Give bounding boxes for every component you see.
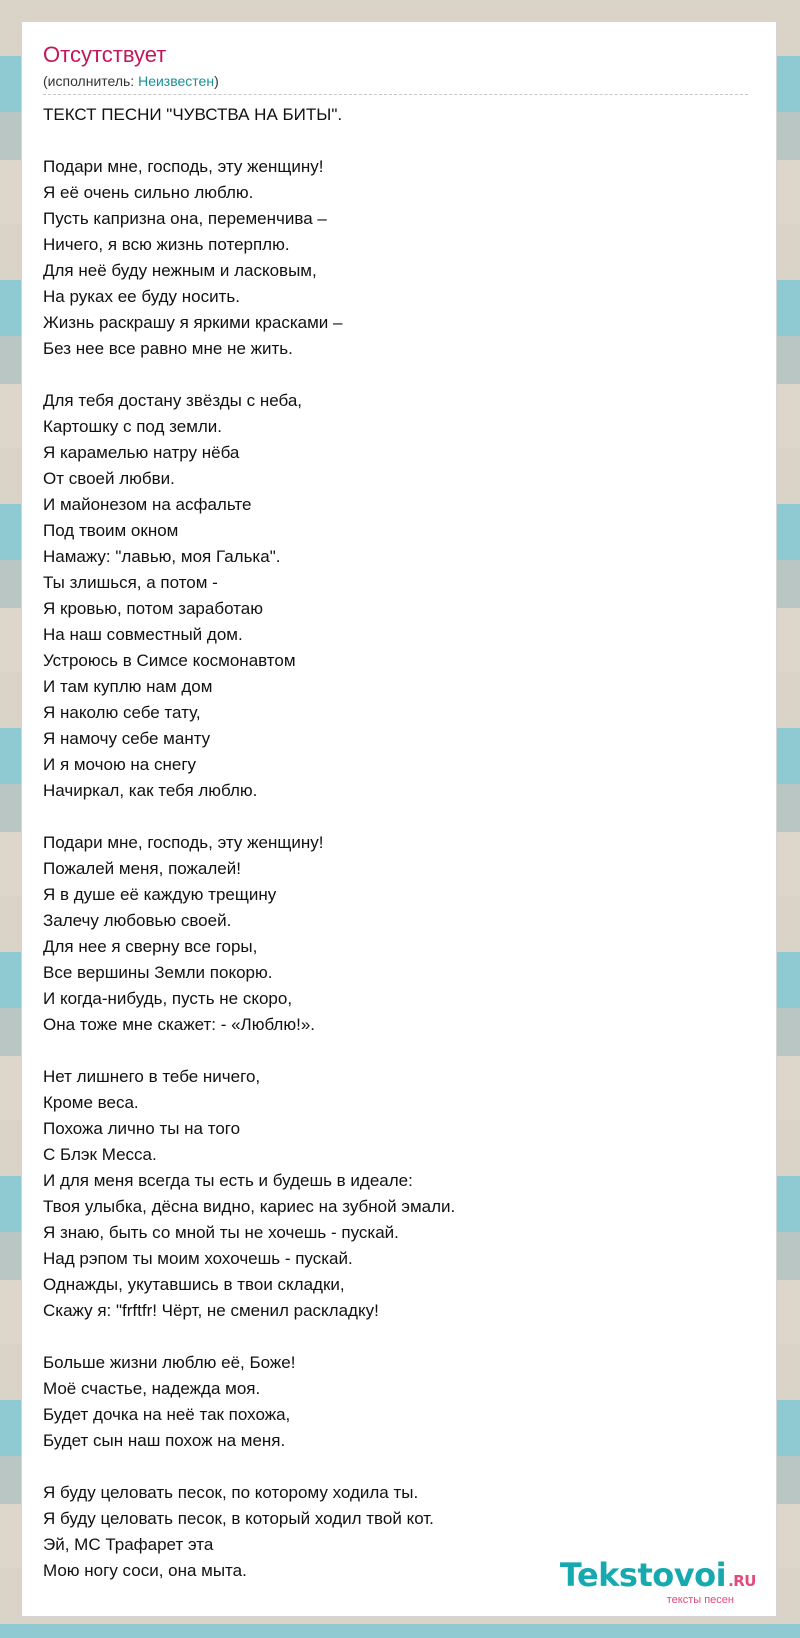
song-title: Отсутствует (43, 42, 167, 67)
performer-link[interactable]: Неизвестен (138, 73, 215, 89)
lyrics-text (43, 102, 756, 1584)
lyric-line: Залечу любовью своей. (43, 911, 232, 930)
lyric-line: Я намочу себе манту (43, 729, 211, 748)
performer-prefix: (исполнитель: (43, 73, 139, 89)
lyric-line: Я в душе её каждую трещину (43, 885, 277, 904)
lyric-line: Устроюсь в Симсе космонавтом (43, 651, 296, 670)
lyric-line: Подари мне, господь, эту женщину! (43, 157, 324, 176)
lyric-line: Я кровью, потом заработаю (43, 599, 263, 618)
lyric-line: Похожа лично ты на того (43, 1119, 241, 1138)
lyric-line: И майонезом на асфальте (43, 495, 252, 514)
lyric-line: И там куплю нам дом (43, 677, 213, 696)
lyric-line: Больше жизни люблю её, Боже! (43, 1353, 296, 1372)
lyric-line: Моё счастье, надежда моя. (43, 1379, 261, 1398)
lyric-line: Мою ногу соси, она мыта. (43, 1561, 247, 1580)
lyric-line: Ничего, я всю жизнь потерплю. (43, 235, 290, 254)
lyric-line (43, 1454, 756, 1480)
lyric-line: Намажу: "лавью, моя Галька". (43, 547, 281, 566)
lyric-line (43, 128, 756, 154)
lyric-line: И для меня всегда ты есть и будешь в идеале: (43, 1171, 413, 1190)
lyric-line: Для нее я сверну все горы, (43, 937, 258, 956)
lyric-line (43, 804, 756, 830)
lyric-line: Эй, MC Трафарет эта (43, 1535, 214, 1554)
lyric-line: Картошку с под земли. (43, 417, 223, 436)
lyric-line: ТЕКСТ ПЕСНИ "ЧУВСТВА НА БИТЫ". (43, 105, 343, 124)
lyric-line: Она тоже мне скажет: - «Люблю!». (43, 1015, 315, 1034)
logo-tagline: тексты песен (666, 1594, 734, 1606)
lyric-line: Ты злишься, а потом - (43, 573, 218, 592)
lyric-line: Для неё буду нежным и ласковым, (43, 261, 317, 280)
lyric-line: От своей любви. (43, 469, 175, 488)
lyric-line (43, 1324, 756, 1350)
title-divider (43, 94, 748, 95)
lyric-line: Я её очень сильно люблю. (43, 183, 254, 202)
lyric-line: Нет лишнего в тебе ничего, (43, 1067, 261, 1086)
site-logo[interactable] (560, 1558, 756, 1606)
lyric-line: Пусть капризна она, переменчива – (43, 209, 327, 228)
lyrics-page (21, 21, 777, 1617)
lyric-line: Будет сын наш похож на меня. (43, 1431, 286, 1450)
lyric-line: Пожалей меня, пожалей! (43, 859, 241, 878)
lyric-line: Без нее все равно мне не жить. (43, 339, 293, 358)
lyric-line: На наш совместный дом. (43, 625, 243, 644)
lyric-line: И когда-нибудь, пусть не скоро, (43, 989, 293, 1008)
lyric-line: Я буду целовать песок, в который ходил твой кот. (43, 1509, 434, 1528)
logo-tld: .RU (728, 1572, 756, 1590)
lyric-line: Начиркал, как тебя люблю. (43, 781, 258, 800)
lyric-line: Подари мне, господь, эту женщину! (43, 833, 324, 852)
performer-suffix: ) (214, 73, 219, 89)
lyric-line: Кроме веса. (43, 1093, 139, 1112)
lyric-line: Я карамелью натру нёба (43, 443, 240, 462)
performer-line (43, 73, 219, 89)
logo-name: Tekstovoi (559, 1556, 727, 1594)
lyric-line: Я наколю себе тату, (43, 703, 201, 722)
lyric-line: На руках ее буду носить. (43, 287, 240, 306)
lyric-line (43, 362, 756, 388)
lyric-line: Будет дочка на неё так похожа, (43, 1405, 291, 1424)
lyric-line: Скажу я: "frftfr! Чёрт, не сменил раскладку! (43, 1301, 379, 1320)
lyric-line: Твоя улыбка, дёсна видно, кариес на зубной эмали. (43, 1197, 456, 1216)
lyric-line: Я знаю, быть со мной ты не хочешь - пускай. (43, 1223, 399, 1242)
lyric-line: Под твоим окном (43, 521, 179, 540)
lyric-line: Я буду целовать песок, по которому ходила ты. (43, 1483, 419, 1502)
lyric-line: Однажды, укутавшись в твои складки, (43, 1275, 345, 1294)
lyric-line: И я мочою на снегу (43, 755, 197, 774)
lyric-line: С Блэк Месса. (43, 1145, 157, 1164)
lyric-line: Над рэпом ты моим хохочешь - пускай. (43, 1249, 353, 1268)
lyric-line: Жизнь раскрашу я яркими красками – (43, 313, 343, 332)
lyric-line: Для тебя достану звёзды с неба, (43, 391, 303, 410)
lyric-line (43, 1038, 756, 1064)
lyric-line: Все вершины Земли покорю. (43, 963, 273, 982)
